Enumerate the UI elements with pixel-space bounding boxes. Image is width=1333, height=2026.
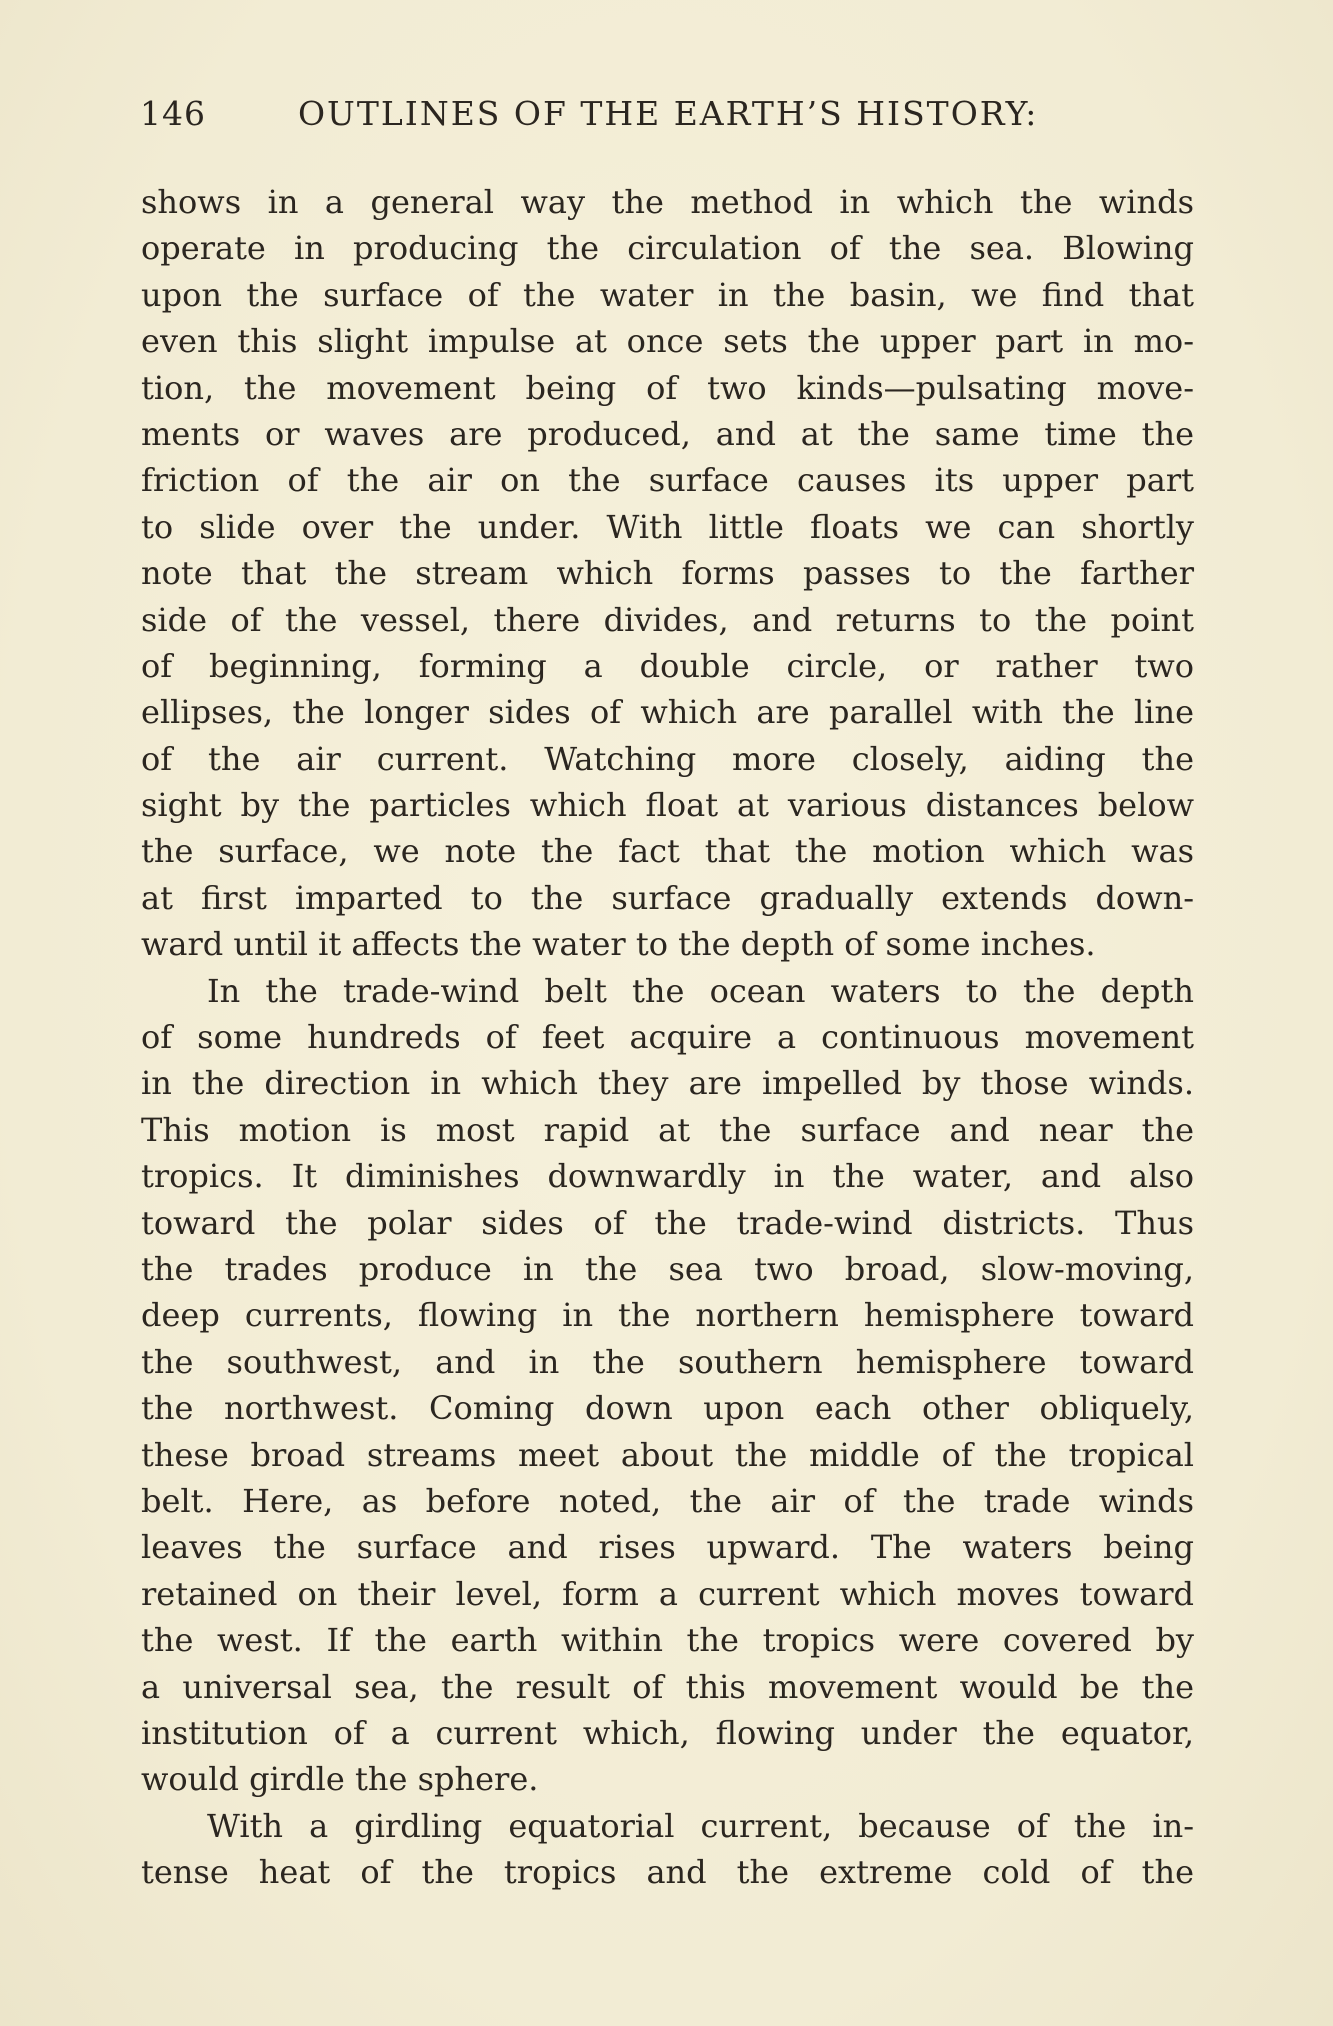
text-line: note that the stream which forms passes to the farther xyxy=(141,554,1194,593)
text-line: tense heat of the tropics and the extreme cold of the xyxy=(141,1853,1194,1892)
text-line: even this slight impulse at once sets the upper part in mo- xyxy=(141,322,1194,361)
text-line: of the air current. Watching more closely, aiding the xyxy=(141,739,1194,778)
text-line: the southwest, and in the southern hemisphere toward xyxy=(141,1342,1194,1381)
book-title: OUTLINES OF THE EARTH’S HISTORY: xyxy=(298,94,1039,133)
text-line: tion, the movement being of two kinds—pulsating move- xyxy=(141,368,1194,407)
text-line: would girdle the sphere. xyxy=(141,1760,539,1799)
text-line: to slide over the under. With little floats we can shortly xyxy=(141,507,1194,546)
body-text xyxy=(141,179,1194,1895)
text-line: belt. Here, as before noted, the air of the trade winds xyxy=(141,1481,1194,1520)
text-line: side of the vessel, there divides, and returns to the point xyxy=(141,600,1194,639)
page-number: 146 xyxy=(140,94,206,133)
text-line: In the trade-wind belt the ocean waters to the depth xyxy=(207,971,1194,1010)
text-line: deep currents, flowing in the northern hemisphere toward xyxy=(141,1296,1194,1335)
text-line: a universal sea, the result of this movement would be the xyxy=(141,1667,1194,1706)
text-line: these broad streams meet about the middle of the tropical xyxy=(141,1435,1194,1474)
text-line: ments or waves are produced, and at the same time the xyxy=(141,414,1194,453)
text-line: toward the polar sides of the trade-wind districts. Thus xyxy=(141,1203,1194,1242)
text-line: of some hundreds of feet acquire a continuous movement xyxy=(141,1018,1194,1057)
text-line: tropics. It diminishes downwardly in the water, and also xyxy=(141,1157,1194,1196)
text-line: shows in a general way the method in which the winds xyxy=(141,183,1194,221)
text-line: of beginning, forming a double circle, or rather two xyxy=(141,646,1194,685)
text-line: the northwest. Coming down upon each other obliquely, xyxy=(141,1389,1194,1428)
text-line: the west. If the earth within the tropics were covered by xyxy=(141,1621,1194,1660)
text-line: in the direction in which they are impelled by those winds. xyxy=(141,1064,1194,1103)
text-line: friction of the air on the surface causes its upper part xyxy=(141,461,1194,500)
text-line: sight by the particles which float at various distances below xyxy=(141,786,1194,825)
text-line: operate in producing the circulation of the sea. Blowing xyxy=(141,229,1194,268)
text-line: retained on their level, form a current which moves toward xyxy=(141,1574,1194,1613)
text-line: at first imparted to the surface gradually extends down- xyxy=(141,878,1194,917)
text-line: ellipses, the longer sides of which are parallel with the line xyxy=(141,693,1194,732)
text-line: leaves the surface and rises upward. The waters being xyxy=(141,1528,1194,1567)
text-line: This motion is most rapid at the surface and near the xyxy=(141,1110,1194,1149)
text-line: ward until it affects the water to the depth of some inches. xyxy=(141,925,1096,964)
text-line: upon the surface of the water in the basin, we find that xyxy=(141,275,1194,314)
text-line: the surface, we note the fact that the motion which was xyxy=(141,832,1194,871)
running-head xyxy=(140,94,1200,144)
text-line: institution of a current which, flowing under the equator, xyxy=(141,1713,1194,1752)
text-line: With a girdling equatorial current, because of the in- xyxy=(207,1806,1194,1845)
text-line: the trades produce in the sea two broad, slow-moving, xyxy=(141,1249,1194,1288)
